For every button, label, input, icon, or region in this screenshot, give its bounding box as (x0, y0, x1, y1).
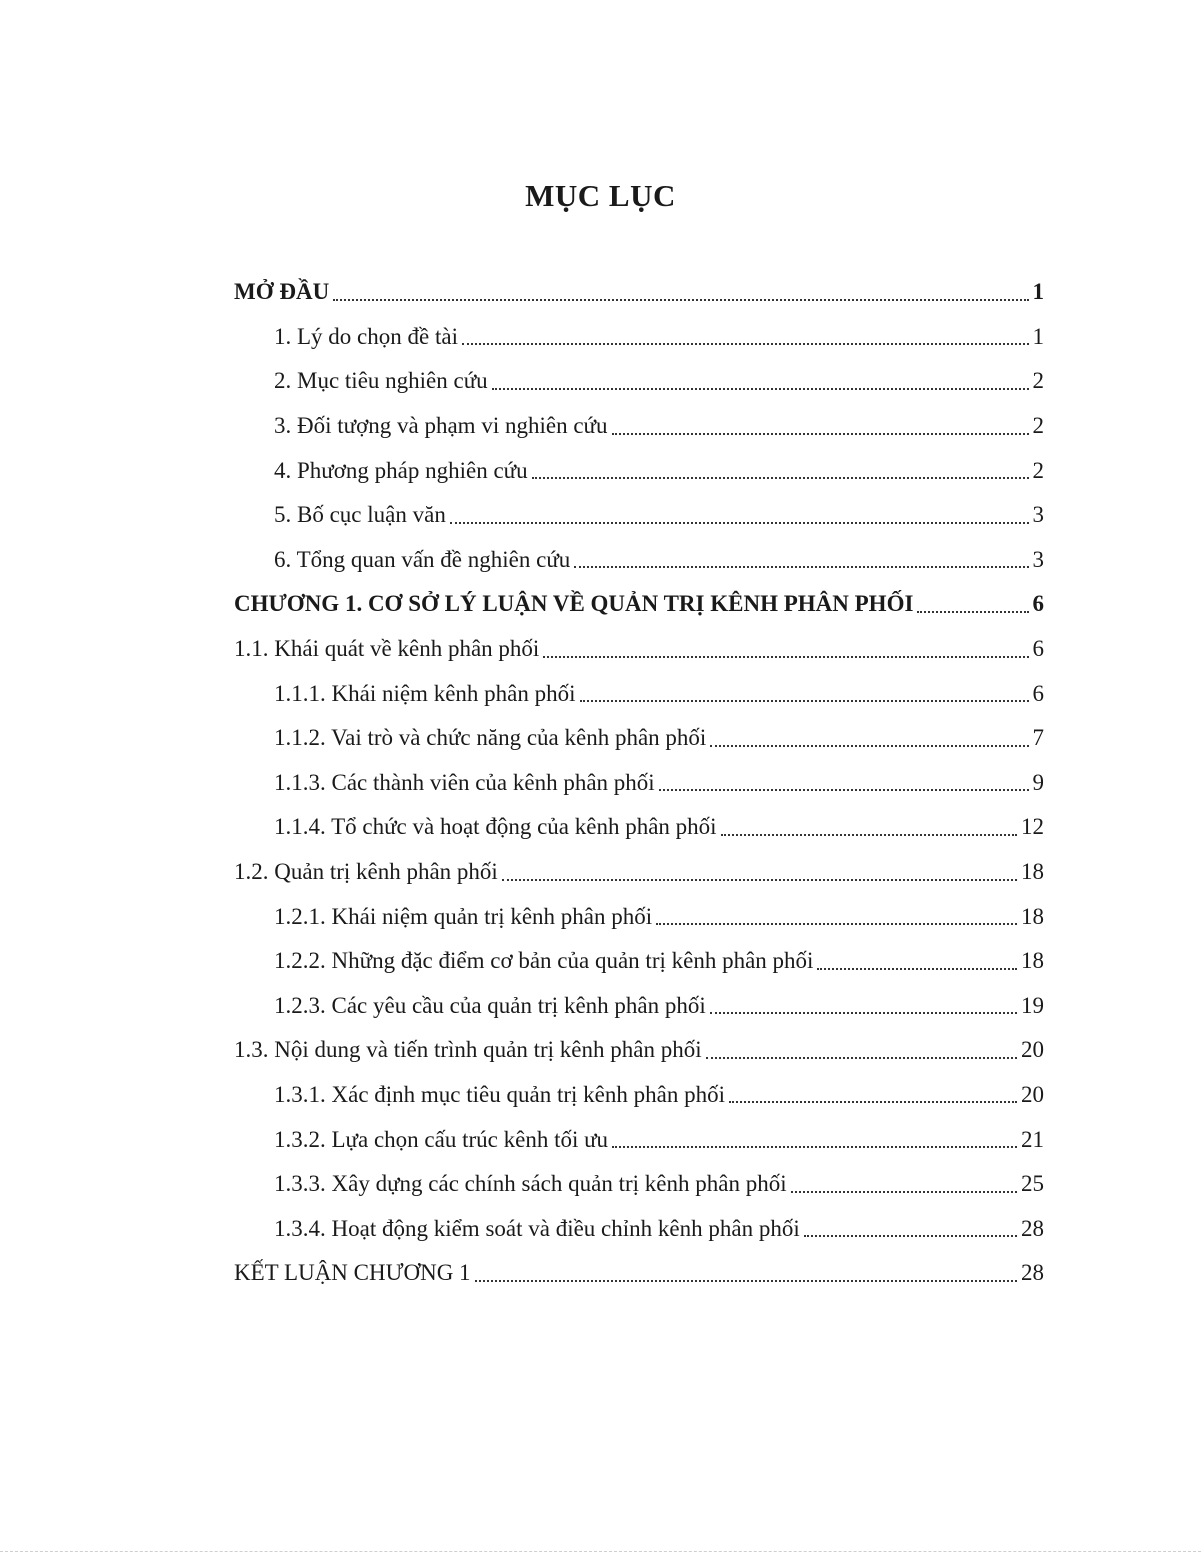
toc-page-number: 9 (1032, 769, 1044, 795)
toc-entry-title: 1.3. Nội dung và tiến trình quản trị kênh phân phối (234, 1037, 702, 1063)
toc-page-number: 28 (1021, 1260, 1044, 1286)
dot-leader (492, 365, 1029, 390)
toc-entry-title: 1.3.4. Hoạt động kiểm soát và điều chỉnh kênh phân phối (274, 1215, 800, 1241)
toc-entry-title: 1.2.1. Khái niệm quản trị kênh phân phối (274, 903, 653, 929)
dot-leader (804, 1212, 1017, 1237)
toc-page-number: 6 (1032, 591, 1044, 617)
dot-leader (574, 543, 1028, 568)
toc-entry[interactable] (234, 716, 1044, 761)
toc-page-number: 2 (1032, 413, 1044, 439)
toc-entry-title: 1.2.3. Các yêu cầu của quản trị kênh phân phối (274, 992, 706, 1018)
toc-entry-title: 1.3.1. Xác định mục tiêu quản trị kênh phân phối (274, 1081, 725, 1107)
toc-page-number: 20 (1021, 1081, 1044, 1107)
toc-page-number: 6 (1032, 680, 1044, 706)
dot-leader (462, 320, 1029, 345)
toc-entry-title: 1.2.2. Những đặc điểm cơ bản của quản trị kênh phân phối (274, 948, 814, 974)
dot-leader (333, 276, 1028, 301)
toc-entry-title: 1.1.3. Các thành viên của kênh phân phối (274, 769, 655, 795)
toc-page-number: 18 (1021, 859, 1044, 885)
toc-page-number: 20 (1021, 1037, 1044, 1063)
toc-entry[interactable] (234, 1162, 1044, 1207)
dot-leader (817, 945, 1017, 970)
toc-entry-title: 1.3.2. Lựa chọn cấu trúc kênh tối ưu (274, 1126, 609, 1152)
dot-leader (475, 1257, 1017, 1282)
toc-entry[interactable] (234, 538, 1044, 583)
toc-entry-title: 3. Đối tượng và phạm vi nghiên cứu (274, 413, 608, 439)
toc-entry[interactable] (234, 939, 1044, 984)
dot-leader (656, 900, 1017, 925)
toc-entry[interactable] (234, 894, 1044, 939)
toc-entry-title: 6. Tổng quan vấn đề nghiên cứu (274, 546, 571, 572)
toc-entry[interactable] (234, 850, 1044, 895)
toc-entry-title: 2. Mục tiêu nghiên cứu (274, 368, 488, 394)
toc-entry-title: 1.3.3. Xây dựng các chính sách quản trị kênh phân phối (274, 1171, 787, 1197)
toc-entry-title: MỞ ĐẦU (234, 279, 330, 305)
dot-leader (659, 766, 1029, 791)
dot-leader (580, 677, 1029, 702)
toc-entry[interactable] (234, 671, 1044, 716)
dot-leader (706, 1034, 1017, 1059)
page-bottom-edge (0, 1551, 1201, 1552)
toc-entry[interactable] (234, 315, 1044, 360)
toc-entry-title: CHƯƠNG 1. CƠ SỞ LÝ LUẬN VỀ QUẢN TRỊ KÊNH PHÂN PHỐI (234, 591, 914, 617)
dot-leader (450, 499, 1029, 524)
toc-entry[interactable] (234, 761, 1044, 806)
dot-leader (721, 811, 1017, 836)
dot-leader (502, 856, 1017, 881)
toc-page-number: 3 (1032, 546, 1044, 572)
toc-page-number: 28 (1021, 1215, 1044, 1241)
dot-leader (710, 989, 1017, 1014)
toc-entry[interactable] (234, 493, 1044, 538)
dot-leader (729, 1078, 1017, 1103)
toc-entry-title: 5. Bố cục luận văn (274, 502, 446, 528)
dot-leader (791, 1168, 1017, 1193)
toc-entry-title: 1.1.1. Khái niệm kênh phân phối (274, 680, 576, 706)
toc-page-number: 12 (1021, 814, 1044, 840)
dot-leader (917, 588, 1028, 613)
toc-entry[interactable] (234, 1073, 1044, 1118)
toc-page-number: 18 (1021, 903, 1044, 929)
toc-entry[interactable] (234, 359, 1044, 404)
toc-entry[interactable] (234, 805, 1044, 850)
toc-entry-title: KẾT LUẬN CHƯƠNG 1 (234, 1260, 471, 1286)
toc-entry-title: 4. Phương pháp nghiên cứu (274, 457, 528, 483)
table-of-contents (234, 270, 1044, 1296)
toc-page-number: 19 (1021, 992, 1044, 1018)
page-title: MỤC LỤC (525, 178, 676, 213)
toc-entry[interactable] (234, 1251, 1044, 1296)
toc-page-number: 1 (1032, 323, 1044, 349)
dot-leader (543, 633, 1028, 658)
toc-entry-title: 1.2. Quản trị kênh phân phối (234, 859, 498, 885)
toc-entry[interactable] (234, 1028, 1044, 1073)
toc-entry[interactable] (234, 582, 1044, 627)
toc-entry-title: 1.1. Khái quát về kênh phân phối (234, 636, 540, 662)
toc-page-number: 2 (1032, 457, 1044, 483)
toc-entry[interactable] (234, 984, 1044, 1029)
toc-page-number: 2 (1032, 368, 1044, 394)
dot-leader (612, 1123, 1017, 1148)
toc-page-number: 21 (1021, 1126, 1044, 1152)
toc-entry-title: 1.1.4. Tổ chức và hoạt động của kênh phân phối (274, 814, 717, 840)
toc-entry[interactable] (234, 1117, 1044, 1162)
toc-page-number: 1 (1032, 279, 1044, 305)
dot-leader (532, 454, 1029, 479)
toc-page-number: 6 (1032, 636, 1044, 662)
toc-page-number: 18 (1021, 948, 1044, 974)
toc-entry[interactable] (234, 1206, 1044, 1251)
toc-entry[interactable] (234, 448, 1044, 493)
toc-page-number: 7 (1032, 725, 1044, 751)
toc-page-number: 25 (1021, 1171, 1044, 1197)
toc-page-number: 3 (1032, 502, 1044, 528)
toc-entry-title: 1.1.2. Vai trò và chức năng của kênh phân phối (274, 725, 707, 751)
toc-entry-title: 1. Lý do chọn đề tài (274, 323, 458, 349)
toc-entry[interactable] (234, 627, 1044, 672)
toc-entry[interactable] (234, 404, 1044, 449)
toc-entry[interactable] (234, 270, 1044, 315)
dot-leader (612, 410, 1029, 435)
dot-leader (710, 722, 1028, 747)
